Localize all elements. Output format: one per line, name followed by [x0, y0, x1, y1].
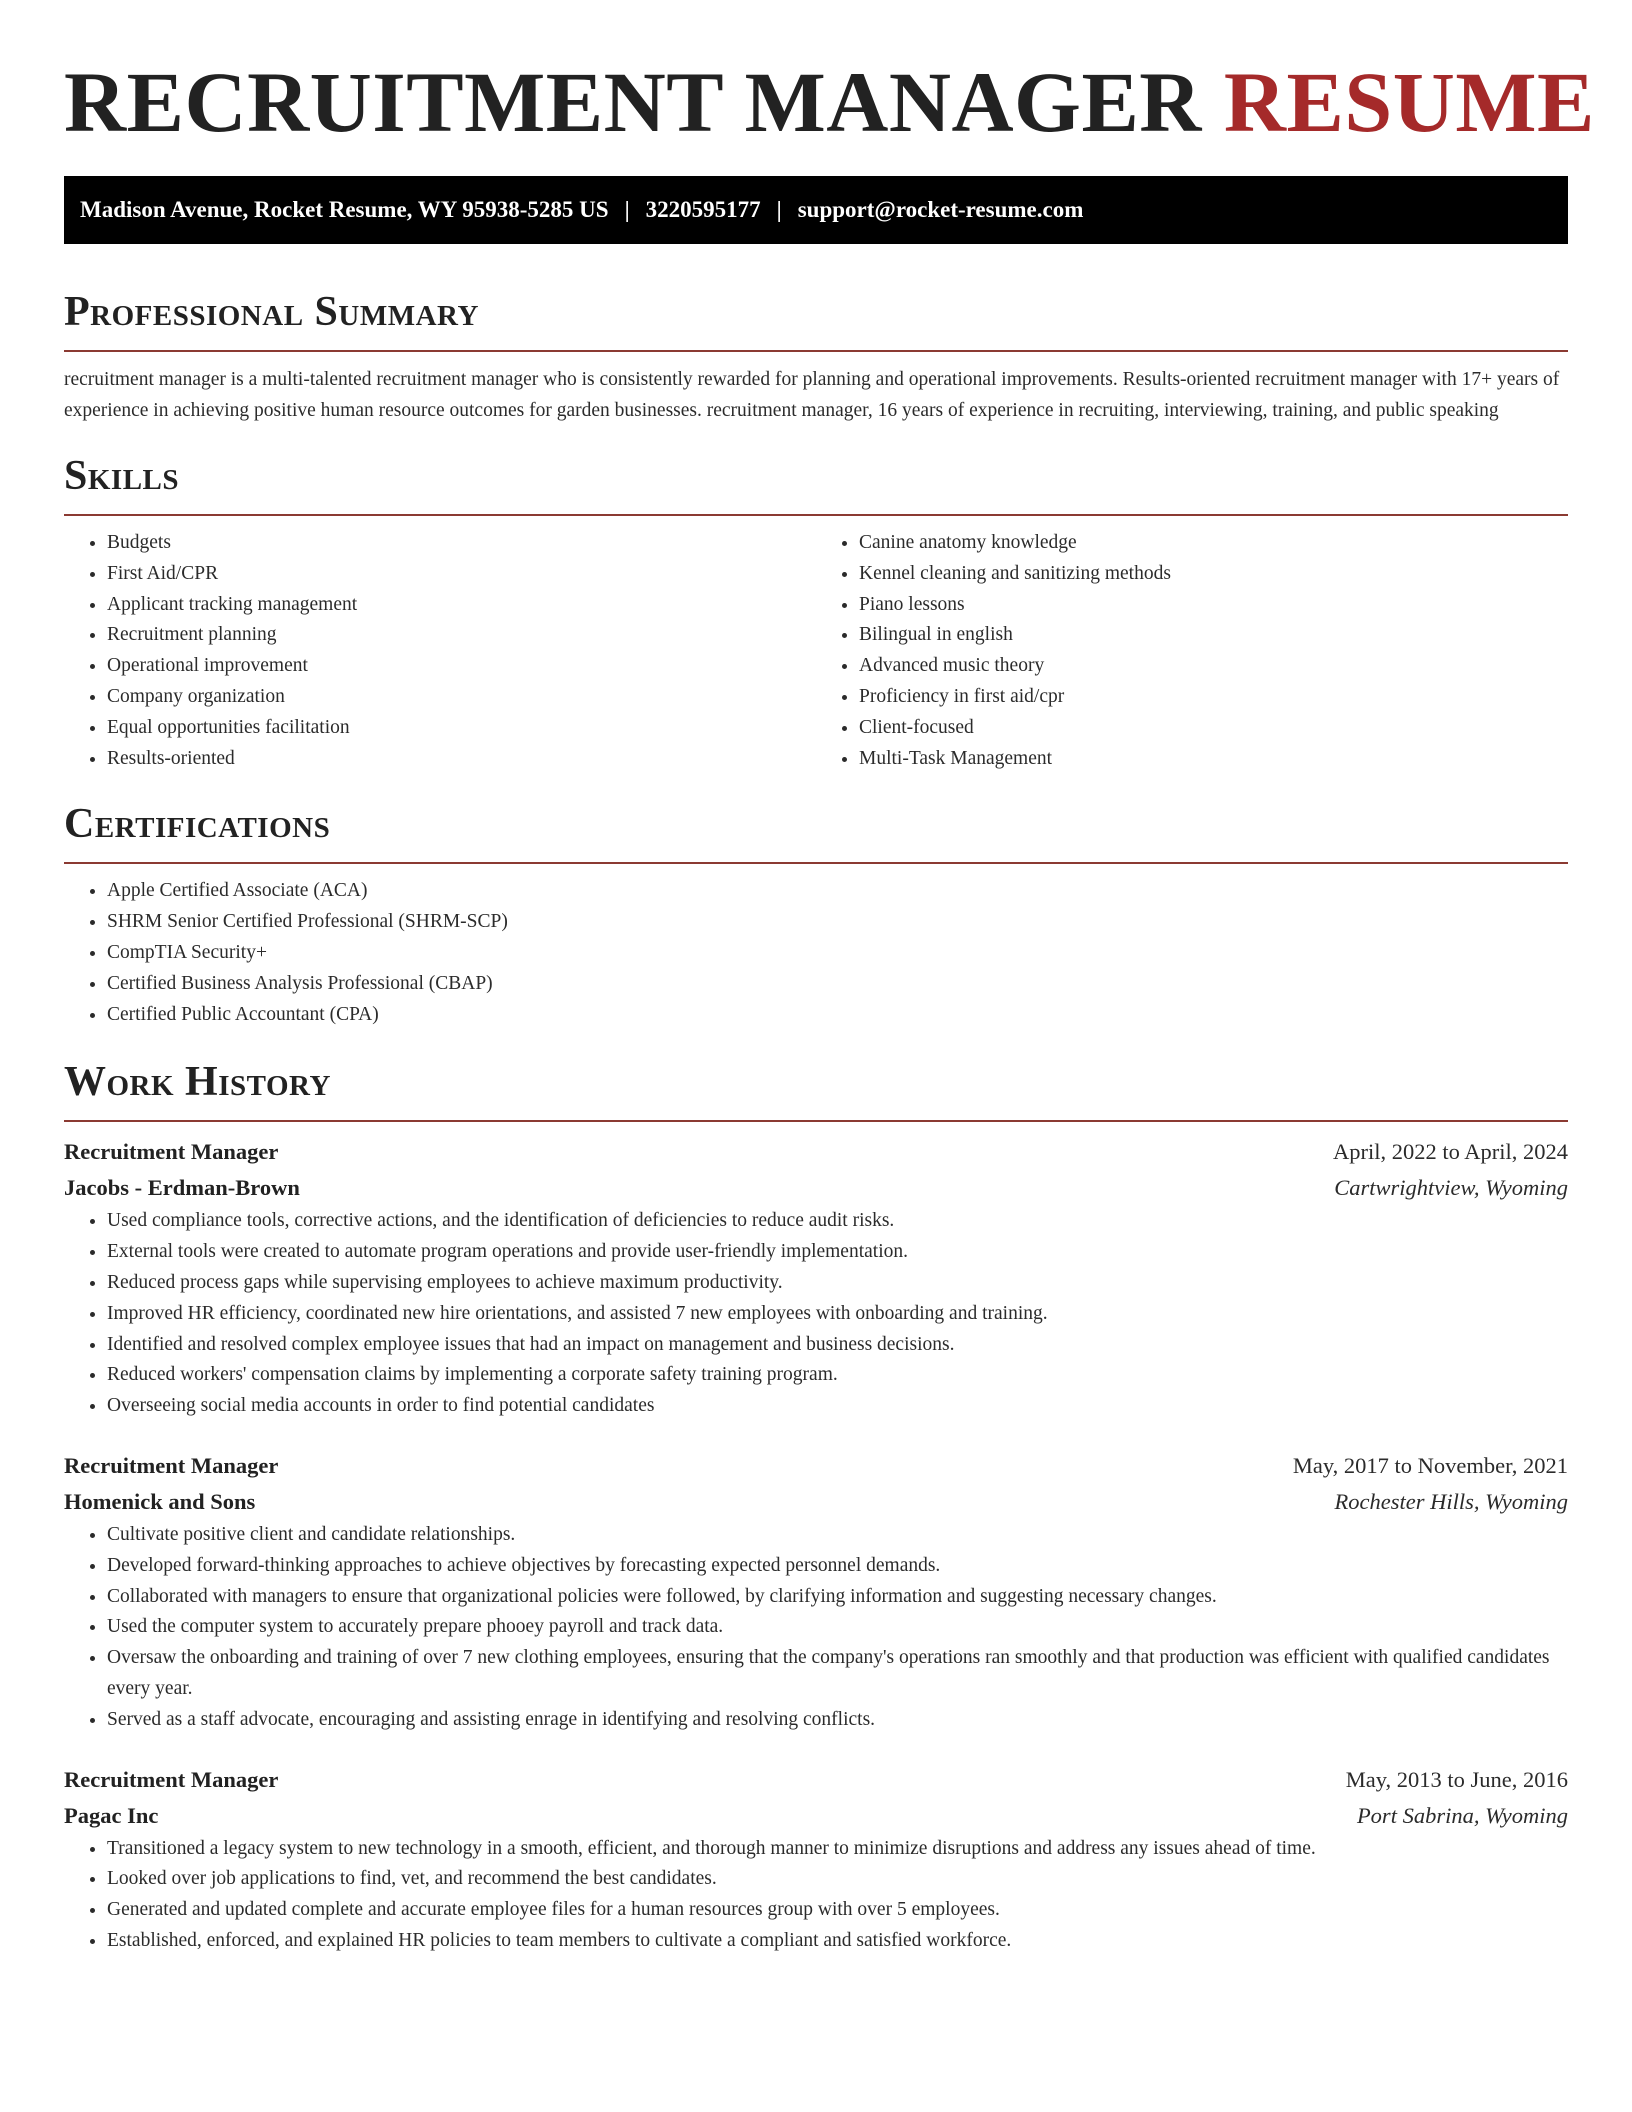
job-duty: • Oversaw the onboarding and training of over 7 new clothing employees, ensuring that the company's operations ran smoothly and that production was efficient with qualified candidates every year. [107, 1643, 1568, 1705]
job-duty: • Used the computer system to accurately prepare phooey payroll and track data. [107, 1612, 1568, 1643]
skills-list-right [816, 528, 1568, 774]
job-duty: • Generated and updated complete and accurate employee files for a human resources group with over 5 employees. [107, 1895, 1568, 1926]
section-divider [64, 862, 1568, 864]
job-entry [64, 1134, 1568, 1422]
skill-item: • Equal opportunities facilitation [107, 713, 816, 744]
skill-item: • Budgets [107, 528, 816, 559]
work-history-heading: Work History [64, 1059, 331, 1106]
contact-separator: | [624, 197, 630, 222]
job-company-row [64, 1170, 1568, 1206]
job-duty: • Developed forward-thinking approaches to achieve objectives by forecasting expected personnel demands. [107, 1551, 1568, 1582]
skill-item: • Operational improvement [107, 651, 816, 682]
title-main: RECRUITMENT MANAGER [64, 54, 1202, 150]
job-title: Recruitment Manager [64, 1139, 279, 1165]
job-duty: • Improved HR efficiency, coordinated new hire orientations, and assisted 7 new employees with onboarding and training. [107, 1299, 1568, 1330]
section-divider [64, 514, 1568, 516]
job-header-row [64, 1448, 1568, 1484]
skills-column-right [816, 528, 1568, 774]
job-duty: • Cultivate positive client and candidate relationships. [107, 1520, 1568, 1551]
contact-email: support@rocket-resume.com [797, 197, 1084, 222]
contact-separator: | [776, 197, 782, 222]
job-duty: • Transitioned a legacy system to new technology in a smooth, efficient, and thorough manner to minimize disruptions and address any issues ahead of time. [107, 1834, 1568, 1865]
job-company: Homenick and Sons [64, 1488, 256, 1514]
skills-column-left [64, 528, 816, 774]
job-company: Pagac Inc [64, 1802, 159, 1828]
skill-item: • Client-focused [859, 713, 1568, 744]
skill-item: • Advanced music theory [859, 651, 1568, 682]
job-company-row [64, 1484, 1568, 1520]
job-duties-list [64, 1834, 1568, 1957]
summary-heading: Professional Summary [64, 289, 479, 335]
job-duty: • Served as a staff advocate, encouraging and assisting enrage in identifying and resolving conflicts. [107, 1705, 1568, 1736]
summary-section [64, 288, 1568, 426]
job-duty: • Used compliance tools, corrective actions, and the identification of deficiencies to reduce audit risks. [107, 1206, 1568, 1237]
skill-item: • Applicant tracking management [107, 590, 816, 621]
certification-item: • Apple Certified Associate (ACA) [107, 876, 1568, 907]
job-duty: • Identified and resolved complex employee issues that had an impact on management and business decisions. [107, 1330, 1568, 1361]
job-duty: • Reduced process gaps while supervising employees to achieve maximum productivity. [107, 1268, 1568, 1299]
job-header-row [64, 1134, 1568, 1170]
job-title: Recruitment Manager [64, 1766, 279, 1792]
job-location: Rochester Hills, Wyoming [1334, 1488, 1568, 1514]
section-divider [64, 1120, 1568, 1122]
skill-item: • Canine anatomy knowledge [859, 528, 1568, 559]
skill-item: • Kennel cleaning and sanitizing methods [859, 559, 1568, 590]
section-divider [64, 350, 1568, 352]
contact-phone: 3220595177 [645, 197, 761, 222]
skills-list-left [64, 528, 816, 774]
summary-text: recruitment manager is a multi-talented recruitment manager who is consistently rewarded for planning and operational improvements. Results-oriented recruitment manager with 17+ years of experience in achieving positive human resource outcomes for garden businesses. recruitment manager, 16 years of experience in recruiting, interviewing, training, and public speaking [64, 369, 1560, 421]
job-header-row [64, 1762, 1568, 1798]
skills-heading: Skills [64, 453, 180, 499]
certification-item: • CompTIA Security+ [107, 938, 1568, 969]
certification-item: • Certified Public Accountant (CPA) [107, 1000, 1568, 1031]
job-duty: • External tools were created to automate program operations and provide user-friendly implementation. [107, 1237, 1568, 1268]
job-company: Jacobs - Erdman-Brown [64, 1175, 300, 1201]
job-dates: May, 2013 to June, 2016 [1345, 1766, 1568, 1792]
skill-item: • Bilingual in english [859, 620, 1568, 651]
skill-item: • Company organization [107, 682, 816, 713]
skill-item: • Piano lessons [859, 590, 1568, 621]
certification-item: • SHRM Senior Certified Professional (SHRM-SCP) [107, 907, 1568, 938]
skill-item: • Proficiency in first aid/cpr [859, 682, 1568, 713]
skill-item: • Results-oriented [107, 744, 816, 775]
certifications-section [64, 800, 1568, 1030]
title-accent: RESUME [1223, 54, 1595, 150]
job-duty: • Looked over job applications to find, vet, and recommend the best candidates. [107, 1864, 1568, 1895]
job-title: Recruitment Manager [64, 1452, 279, 1478]
job-dates: May, 2017 to November, 2021 [1292, 1452, 1568, 1478]
certifications-heading: Certifications [64, 801, 331, 848]
job-duty: • Reduced workers' compensation claims by implementing a corporate safety training program. [107, 1360, 1568, 1391]
job-duties-list [64, 1206, 1568, 1422]
job-entry [64, 1448, 1568, 1736]
certifications-list [64, 876, 1568, 1030]
skill-item: • Multi-Task Management [859, 744, 1568, 775]
job-company-row [64, 1798, 1568, 1834]
work-history-section [64, 1058, 1568, 1956]
skill-item: • Recruitment planning [107, 620, 816, 651]
job-dates: April, 2022 to April, 2024 [1333, 1139, 1568, 1165]
skills-columns [64, 528, 1568, 774]
job-duty: • Overseeing social media accounts in order to find potential candidates [107, 1391, 1568, 1422]
job-duty: • Collaborated with managers to ensure that organizational policies were followed, by clarifying information and suggesting necessary changes. [107, 1582, 1568, 1613]
job-duties-list [64, 1520, 1568, 1736]
job-location: Port Sabrina, Wyoming [1356, 1802, 1568, 1828]
skill-item: • First Aid/CPR [107, 559, 816, 590]
contact-bar [64, 176, 1568, 244]
contact-address: Madison Avenue, Rocket Resume, WY 95938-5285 US [80, 197, 609, 222]
job-duty: • Established, enforced, and explained HR policies to team members to cultivate a compliant and satisfied workforce. [107, 1926, 1568, 1957]
job-entry [64, 1762, 1568, 1957]
certification-item: • Certified Business Analysis Professional (CBAP) [107, 969, 1568, 1000]
page-title [64, 52, 1595, 152]
job-location: Cartwrightview, Wyoming [1334, 1175, 1568, 1201]
skills-section [64, 452, 1568, 774]
